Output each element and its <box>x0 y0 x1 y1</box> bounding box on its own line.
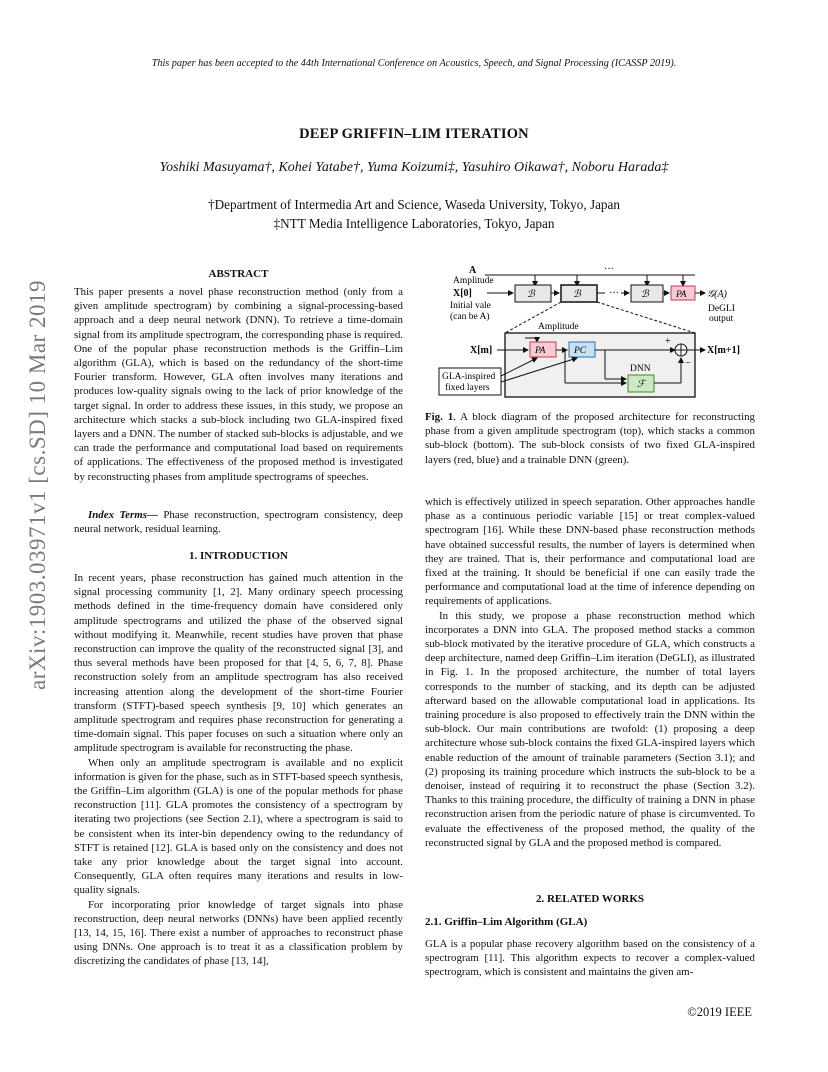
fig1-block-diagram <box>425 258 755 408</box>
fig-label-amp-A: A <box>469 265 477 276</box>
fig-label-xm: X[m] <box>470 345 493 356</box>
index-terms <box>74 508 403 536</box>
abstract-text: This paper presents a novel phase reconstruction method (only from a given amplitude spectrogram) by combining a signal-processing-based approach and a deep neural network (DNN). To retrieve a time-domain signal from its amplitude spectrogram, the corresponding phase is required. One of the popular phase reconstruction methods is the Griffin–Lim algorithm (GLA), which is based on the redundancy of the short-time Fourier transform. However, GLA often involves many iterations and produces low-quality signals owing to the lack of prior knowledge of the target signal. In order to address these issues, in this study, we propose an architecture which stacks a sub-block including two GLA-inspired fixed layers and a DNN. The number of stacked sub-blocks is adjustable, and we can trade the performance and computational load based on requirements of applications. The effectiveness of the proposed method is investigated by reconstructing phases from amplitude spectrograms of speeches. <box>74 286 403 483</box>
fig-dots-mid: ··· <box>609 288 619 299</box>
figure-caption <box>425 410 755 467</box>
fig-block-b1-label: ℬ <box>527 289 535 300</box>
intro-paragraph: For incorporating prior knowledge of target signals into phase reconstruction, deep neural networks (DNNs) have been applied recently [13, 14, 15, 16]. There exist a number of approaches to reconstruct phase using DNNs. One approach is to treat it as a classification problem by discretizing the candidates of phase [13, 14], <box>74 898 403 968</box>
fig-label-amplitude-top: Amplitude <box>453 276 494 286</box>
fig-label-xm1: X[m+1] <box>707 345 740 356</box>
fig-label-initial: Initial vale <box>450 301 491 311</box>
paper-title: DEEP GRIFFIN–LIM ITERATION <box>299 126 529 142</box>
fig-label-degli: DeGLI <box>708 304 735 314</box>
fig-label-gla1: GLA-inspired <box>442 372 496 382</box>
arxiv-identifier: arXiv:1903.03971v1 [cs.SD] 10 Mar 2019 <box>25 280 50 690</box>
gla-subsection-body <box>425 937 755 980</box>
right-paragraph: In this study, we propose a phase reconstruction method which incorporates a DNN into GLA. The proposed method stacks a common sub-block motivated by the iterative procedure of GLA, which constructs a deep architecture, named deep Griffin–Lim iteration (DeGLI), as illustrated in Fig. 1. In the proposed architecture, the number of total layers corresponds to the number of stacking, and its depth can be adjusted afterward based on the allowable computational load in applications. Its training procedure is also proposed to effectively train the DNN within the sub-block. Our main contributions are twofold: (1) proposing a deep architecture whose sub-block contains the fixed GLA-inspired layers which enable reduction of the amount of trainable parameters (Section 3.1); and (2) proposing its training procedure which instructs the sub-block to be a denoiser, instead of requiring it to reconstruct the phase (Section 3.2). Thanks to this training procedure, the difficulty of training a DNN in phase reconstruction arisen from the periodic nature of phase is circumvented. To evaluate the effectiveness of the proposed method, the quality of the reconstructed signal by GLA and the proposed method is compared. <box>425 609 755 849</box>
right-paragraph: which is effectively utilized in speech separation. Other approaches handle phase as a continuous periodic variable [15] or treat complex-valued spectrogram [16]. While these DNN-based phase reconstruction methods have obtained successful results, the number of layers is determined when they are trained. That is, their performance and computational load are fixed at the training. It should be beneficial if one can easily trade the performance and computational load at the time of inference depending on requirements of applications. <box>425 496 755 608</box>
fig-label-amplitude-mid: Amplitude <box>538 322 579 332</box>
fig-label-minus: − <box>685 358 691 369</box>
index-terms-text: Phase reconstruction, spectrogram consistency, deep neural network, residual learning. <box>74 509 404 536</box>
fig-block-b3-label: ℬ <box>641 289 649 300</box>
fig-label-plus: + <box>665 336 671 347</box>
introduction-heading: 1. INTRODUCTION <box>188 550 288 562</box>
fig-label-output-fn: 𝒢(A) <box>707 289 727 300</box>
caption-text: . A block diagram of the proposed architecture for reconstructing phase from a given amplitude spectrogram (top), which stacks a common sub-block (bottom). The sub-block consists of two fixed GLA-inspired layers (red, blue) and a trainable DNN (green). <box>425 411 755 466</box>
abstract-heading: ABSTRACT <box>208 268 269 280</box>
fig-block-b2-label: ℬ <box>573 289 581 300</box>
fig-block-dnn-label: ℱ <box>637 379 645 390</box>
abstract-body <box>74 285 403 484</box>
copyright-notice: ©2019 IEEE <box>687 1005 752 1019</box>
fig-label-dnn: DNN <box>630 364 651 374</box>
caption-label: Fig. 1 <box>425 411 454 423</box>
affiliation-waseda: †Department of Intermedia Art and Science, Waseda University, Tokyo, Japan <box>208 197 620 212</box>
index-terms-label: Index Terms— <box>88 509 158 521</box>
fig-label-output: output <box>709 314 734 324</box>
fig-label-x0: X[0] <box>453 288 472 299</box>
affiliation-ntt: ‡NTT Media Intelligence Laboratories, Tokyo, Japan <box>273 216 555 231</box>
related-works-heading: 2. RELATED WORKS <box>535 893 645 905</box>
gla-subsection-text: GLA is a popular phase recovery algorithm based on the consistency of a spectrogram [11]. This algorithm expects to recover a complex-valued spectrogram, which is consistent and maintains the given am- <box>425 938 755 979</box>
fig-block-pc-label: PC <box>574 346 587 356</box>
right-column-body <box>425 495 755 850</box>
fig-label-gla2: fixed layers <box>445 383 490 393</box>
intro-paragraph: When only an amplitude spectrogram is available and no explicit information is given for the phase, such as in STFT-based speech synthesis, the Griffin–Lim algorithm (GLA) is one of the popular methods for phase reconstruction [11]. GLA promotes the consistency of a spectrogram by iterating two projections (see Section 2.1), where a spectrogram is said to be consistent when its inter-bin dependency owing to the redundancy of STFT is retained [12]. GLA is based only on the consistency and does not take any prior knowledge about the target signal into account. Consequently, GLA often requires many iterations and results in low-quality signals. <box>74 756 403 897</box>
intro-paragraph: In recent years, phase reconstruction has gained much attention in the signal processing community [1, 2]. Many ordinary speech processing methods defined in the time-frequency domain have considered only amplitude spectrograms and utilized the phase of the observed signal without modifying it. Meanwhile, recent studies have proven that phase reconstruction can improve the quality of the reconstructed signal [3], and thus several methods have been proposed for that [4, 5, 6, 7, 8]. Phase reconstruction solely from an amplitude spectrogram has also received increasing attention along the development of the short-time Fourier transform (STFT)-based speech synthesis [9, 10] which generates an amplitude spectrogram and requires phase reconstruction for generating a time-domain signal. This paper focuses on such a situation where only an amplitude spectrogram is available for reconstructing the phase. <box>74 572 403 755</box>
arxiv-sidebar <box>20 280 56 690</box>
acceptance-notice: This paper has been accepted to the 44th International Conference on Acoustics, Speech, and Signal Processing (ICASSP 2019). <box>151 58 677 69</box>
gla-subsection-heading: 2.1. Griffin–Lim Algorithm (GLA) <box>425 916 588 928</box>
fig-dots-top: ··· <box>604 264 614 275</box>
fig-block-pa-top-label: PA <box>676 290 687 300</box>
fig-block-pa-label: PA <box>535 346 546 356</box>
fig-label-can-be: (can be A) <box>450 312 490 322</box>
author-list: Yoshiki Masuyama†, Kohei Yatabe†, Yuma Koizumi‡, Yasuhiro Oikawa†, Noboru Harada‡ <box>159 160 669 175</box>
introduction-body <box>74 571 403 969</box>
